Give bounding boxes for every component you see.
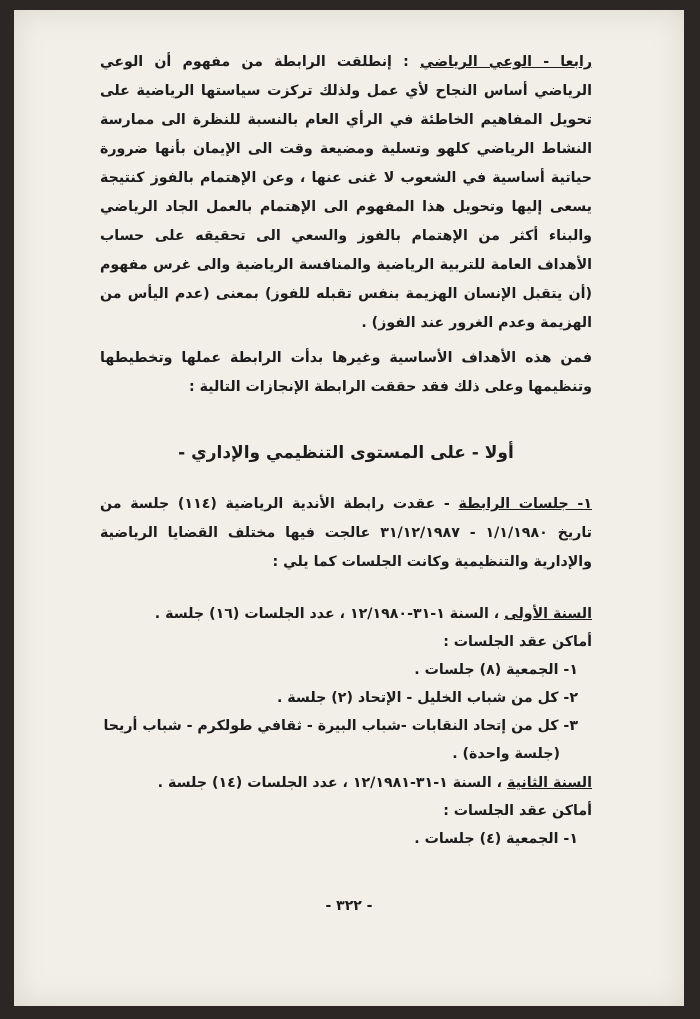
intro-lead: رابعا - الوعي الرياضي	[419, 54, 592, 70]
page-content	[100, 48, 592, 853]
intro-body: : إنطلقت الرابطة من مفهوم أن الوعي الرياضي أساس النجاح لأي عمل ولذلك تركزت سياستها الرياضية على تحويل المفاهيم الخاطئة في الرأي العام بالنسبة للنظرة الى ممارسة النشاط الرياضي كلهو وتسلية ومضيعة وقت الى الإيمان بأنها ضرورة حياتية أساسية في الشعوب لا غنى عنها ، وعن الإهتمام بالفوز كنتيجة يسعى إليها وتحويل هذا المفهوم الى الإهتمام بالعمل الجاد الرياضي والبناء أكثر من الإهتمام بالفوز والسعي الى تحقيقه على حساب الأهداف العامة للتربية الرياضية والمنافسة الرياضية والى غرس مفهوم (أن يتقبل الإنسان الهزيمة بنفس تقبله للفوز) بمعنى (عدم اليأس من الهزيمة وعدم الغرور عند الفوز) .	[100, 54, 592, 331]
year1-places-label: أماكن عقد الجلسات :	[443, 634, 592, 650]
goals-paragraph: فمن هذه الأهداف الأساسية وغيرها بدأت الرابطة عملها وتخطيطها وتنظيمها وعلى ذلك فقد حققت الرابطة الإنجازات التالية :	[100, 350, 592, 395]
year1-item-3	[100, 712, 592, 768]
year1-label: السنة الأولى	[504, 606, 592, 622]
year2-line	[100, 770, 592, 797]
sessions-body: - عقدت رابطة الأندية الرياضية (١١٤) جلسة من تاريخ ١/١/١٩٨٠ - ٣١/١٢/١٩٨٧ عالجت فيها مختلف القضايا الرياضية والإدارية والتنظيمية وكانت الجلسات كما يلي :	[100, 496, 592, 570]
document-page	[14, 10, 684, 1006]
year1-text: ، السنة ١-٣١-١٢/١٩٨٠ ، عدد الجلسات (١٦) جلسة .	[154, 606, 500, 622]
intro-paragraph	[100, 48, 592, 338]
section-heading: أولا - على المستوى التنظيمي والإداري -	[178, 443, 514, 463]
year1-item3-main: ٣- كل من إتحاد النقابات -شباب البيرة - ثقافي طولكرم - شباب أريحا	[103, 718, 578, 734]
year1-item: ١- الجمعية (٨) جلسات .	[414, 662, 578, 678]
year2-text: ، السنة ١-٣١-١٢/١٩٨١ ، عدد الجلسات (١٤) جلسة .	[157, 775, 503, 791]
sessions-paragraph	[100, 490, 592, 577]
year2-item: ١- الجمعية (٤) جلسات .	[414, 831, 578, 847]
year2-places-label: أماكن عقد الجلسات :	[443, 803, 592, 819]
sessions-lead: ١- جلسات الرابطة	[458, 496, 592, 512]
year2-label: السنة الثانية	[507, 775, 592, 791]
year1-line	[100, 601, 592, 628]
year1-item: ٢- كل من شباب الخليل - الإتحاد (٢) جلسة .	[276, 690, 578, 706]
year1-item3-cont: (جلسة واحدة) .	[452, 746, 560, 762]
page-number: - ٣٢٢ -	[325, 898, 373, 914]
